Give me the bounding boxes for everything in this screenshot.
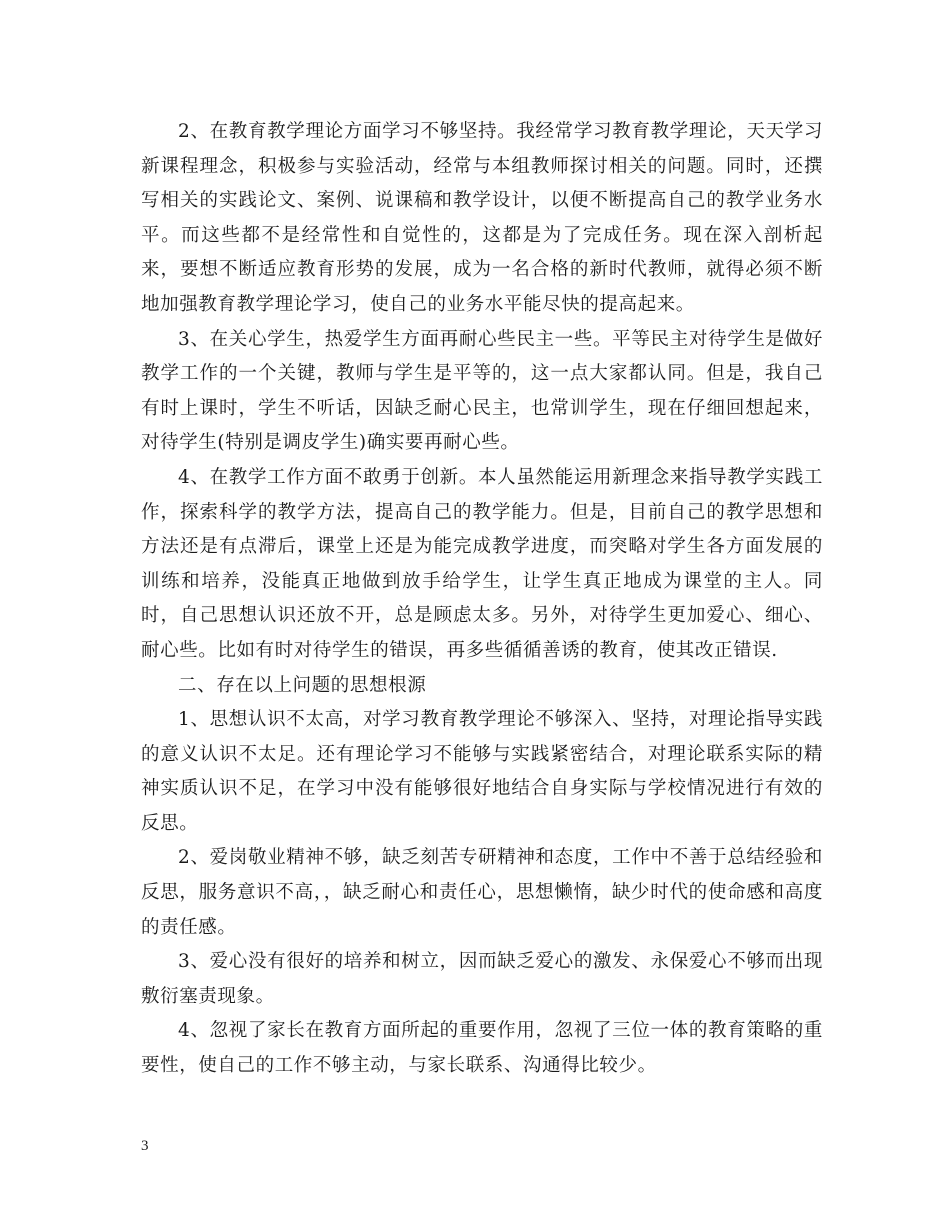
paragraph-caring-students: 3、在关心学生，热爱学生方面再耐心些民主一些。平等民主对待学生是做好教学工作的一个关键，教师与学生是平等的，这一点大家都认同。但是，我自己有时上课时，学生不听话，因缺乏耐心民主，也常训学生，现在仔细回想起来，对待学生(特别是调皮学生)确实要再耐心些。 — [141, 328, 823, 454]
paragraph-cause-2: 2、爱岗敬业精神不够，缺乏刻苦专研精神和态度，工作中不善于总结经验和反思，服务意识不高，，缺乏耐心和责任心，思想懒惰，缺少时代的使命感和高度的责任感。 — [141, 847, 823, 938]
section-heading-root-causes: 二、存在以上问题的思想根源 — [178, 674, 427, 696]
document-body — [141, 115, 823, 1084]
paragraph-cause-1: 1、思想认识不太高，对学习教育教学理论不够深入、坚持，对理论指导实践的意义认识不太足。还有理论学习不能够与实践紧密结合，对理论联系实际的精神实质认识不足，在学习中没有能够很好地结合自身实际与学校情况进行有效的反思。 — [141, 709, 823, 834]
page-number: 3 — [141, 1138, 149, 1154]
paragraph-cause-4: 4、忽视了家长在教育方面所起的重要作用，忽视了三位一体的教育策略的重要性，使自己的工作不够主动，与家长联系、沟通得比较少。 — [141, 1020, 823, 1077]
paragraph-cause-3: 3、爱心没有很好的培养和树立，因而缺乏爱心的激发、永保爱心不够而出现敷衍塞责现象。 — [141, 951, 823, 1007]
paragraph-theory-study: 2、在教育教学理论方面学习不够坚持。我经常学习教育教学理论，天天学习新课程理念，积极参与实验活动，经常与本组教师探讨相关的问题。同时，还撰写相关的实践论文、案例、说课稿和教学设计，以便不断提高自己的教学业务水平。而这些都不是经常性和自觉性的，这都是为了完成任务。现在深入剖析起来，要想不断适应教育形势的发展，成为一名合格的新时代教师，就得必须不断地加强教育教学理论学习，使自己的业务水平能尽快的提高起来。 — [141, 121, 823, 315]
paragraph-innovation: 4、在教学工作方面不敢勇于创新。本人虽然能运用新理念来指导教学实践工作，探索科学的教学方法，提高自己的教学能力。但是，目前自己的教学思想和方法还是有点滞后，课堂上还是为能完成教学进度，而突略对学生各方面发展的训练和培养，没能真正地做到放手给学生，让学生真正地成为课堂的主人。同时，自己思想认识还放不开，总是顾虑太多。另外，对待学生更加爱心、细心、耐心些。比如有时对待学生的错误，再多些循循善诱的教育，使其改正错误. — [141, 466, 823, 661]
